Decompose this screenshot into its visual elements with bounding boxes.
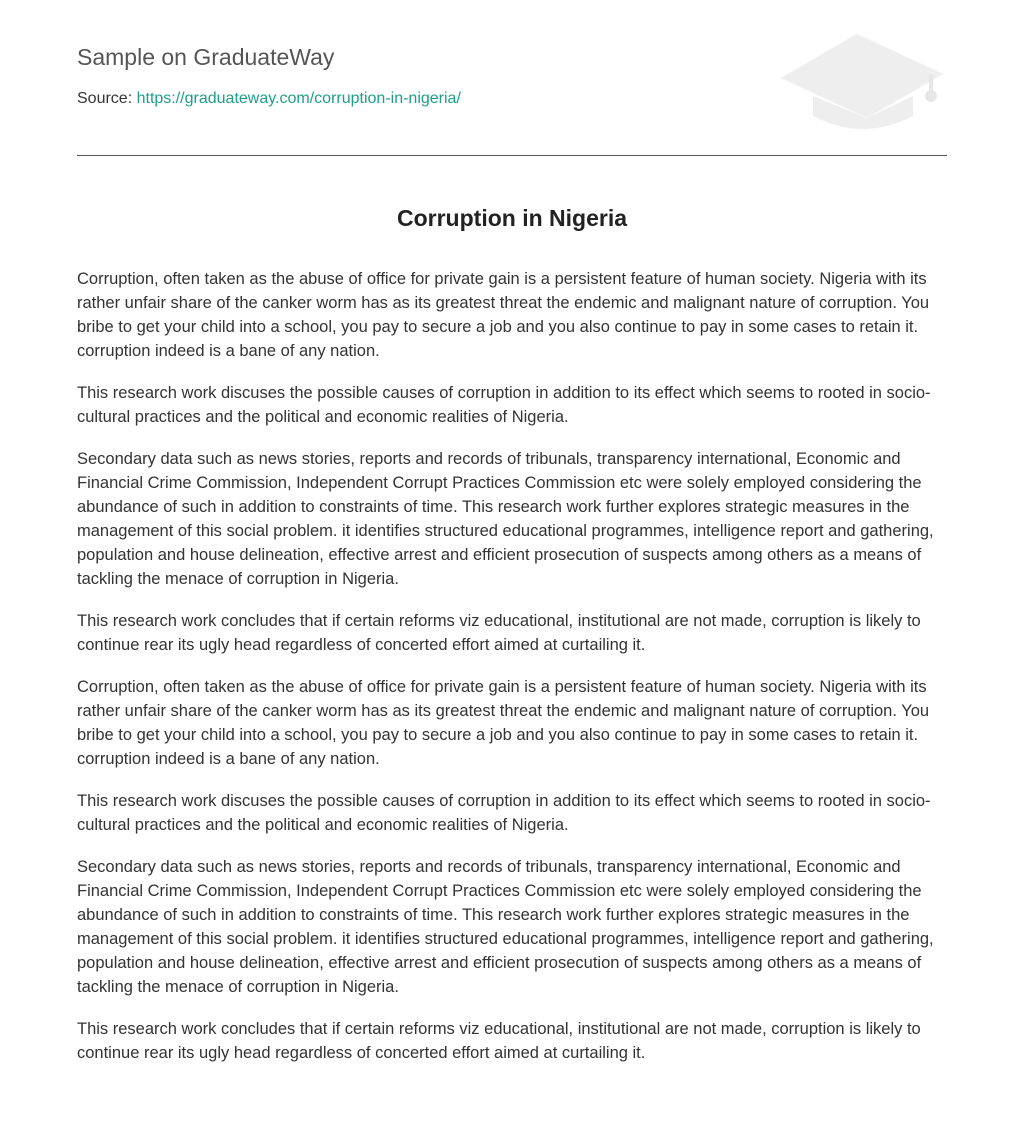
document-body — [77, 267, 947, 1083]
paragraph-3: Secondary data such as news stories, reports and records of tribunals, transparency international, Economic and Financial Crime Commission, Independent Corrupt Practices Commission etc were solely employed considering the abundance of such in addition to constraints of time. This research work further explores strategic measures in the management of this social problem. it identifies structured educational programmes, intelligence report and gathering, population and house delineation, effective arrest and efficient prosecution of suspects among others as a means of tackling the menace of corruption in Nigeria. — [77, 450, 934, 588]
page-header — [77, 0, 947, 156]
paragraph-2: This research work discuses the possible causes of corruption in addition to its effect which seems to rooted in socio- cultural practices and the political and economic realities of Nigeria. — [77, 384, 931, 426]
source-link[interactable]: https://graduateway.com/corruption-in-nigeria/ — [136, 90, 461, 107]
paragraph-5: Corruption, often taken as the abuse of office for private gain is a persistent feature of human society. Nigeria with its rather unfair share of the canker worm has as its greatest threat the endemic and malignant nature of corruption. You bribe to get your child into a school, you pay to secure a job and you also continue to pay in some cases to retain it. corruption indeed is a bane of any nation. — [77, 678, 930, 768]
site-title: Sample on GraduateWay — [77, 44, 335, 70]
paragraph-6: This research work discuses the possible causes of corruption in addition to its effect which seems to rooted in socio- cultural practices and the political and economic realities of Nigeria. — [77, 792, 931, 834]
document-title: Corruption in Nigeria — [397, 205, 627, 231]
paragraph-1: Corruption, often taken as the abuse of office for private gain is a persistent feature of human society. Nigeria with its rather unfair share of the canker worm has as its greatest threat the endemic and malignant nature of corruption. You bribe to get your child into a school, you pay to secure a job and you also continue to pay in some cases to retain it. corruption indeed is a bane of any nation. — [77, 270, 930, 360]
source-line — [77, 90, 461, 108]
paragraph-4: This research work concludes that if certain reforms viz educational, institutional are not made, corruption is likely to continue rear its ugly head regardless of concerted effort aimed at curtailing it. — [77, 612, 921, 654]
header-divider — [77, 155, 947, 156]
paragraph-7: Secondary data such as news stories, reports and records of tribunals, transparency international, Economic and Financial Crime Commission, Independent Corrupt Practices Commission etc were solely employed considering the abundance of such in addition to constraints of time. This research work further explores strategic measures in the management of this social problem. it identifies structured educational programmes, intelligence report and gathering, population and house delineation, effective arrest and efficient prosecution of suspects among others as a means of tackling the menace of corruption in Nigeria. — [77, 858, 934, 996]
graduation-cap-icon — [777, 30, 947, 134]
source-label: Source: — [77, 90, 133, 107]
paragraph-8: This research work concludes that if certain reforms viz educational, institutional are not made, corruption is likely to continue rear its ugly head regardless of concerted effort aimed at curtailing it. — [77, 1020, 921, 1062]
